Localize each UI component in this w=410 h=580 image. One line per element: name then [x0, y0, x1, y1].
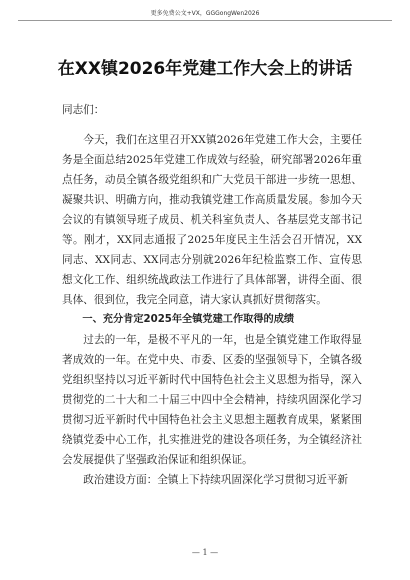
- document-body: [62, 100, 362, 490]
- header-divider: [18, 20, 392, 21]
- page-number: — 1 —: [191, 548, 219, 557]
- greeting: 同志们：: [62, 104, 105, 116]
- paragraph: 政治建设方面：全镇上下持续巩固深化学习贯彻习近平新: [83, 474, 349, 486]
- section-heading: 一、充分肯定2025年全镇党建工作取得的成绩: [82, 314, 295, 325]
- watermark-header: [0, 0, 410, 17]
- watermark-text: 更多免费公文+VX，GGGongWen2026: [150, 10, 260, 17]
- paragraph: 过去的一年，是极不平凡的一年，也是全镇党建工作取得显著成效的一年。在党中央、市委、区委的坚强领导下，全镇各级党组织坚持以习近平新时代中国特色社会主义思想为指导，深入贯彻党的二十大和二十届三中四中全会精神，持续巩固深化学习贯彻习近平新时代中国特色社会主义思想主题教育成果，紧紧围绕镇党委中心工作，扎实推进党的建设各项任务，为全镇经济社会发展提供了坚强政治保证和组织保证。: [62, 334, 362, 466]
- document-title: 在XX镇2026年党建工作大会上的讲话: [57, 59, 353, 79]
- paragraph: 今天，我们在这里召开XX镇2026年党建工作大会，主要任务是全面总结2025年党建工作成效与经验，研究部署2026年重点任务，动员全镇各级党组织和广大党员干部进一步统一思想、凝聚共识、明确方向，推动我镇党建工作高质量发展。参加今天会议的有镇领导班子成员、机关科室负责人、各基层党支部书记等。刚才，XX同志通报了2025年度民主生活会召开情况，XX同志、XX同志、XX同志分别就2026年纪检监察工作、宣传思想文化工作、组织统战政法工作进行了具体部署，讲得全面、很具体、很到位，我完全同意，请大家认真抓好贯彻落实。: [62, 134, 362, 306]
